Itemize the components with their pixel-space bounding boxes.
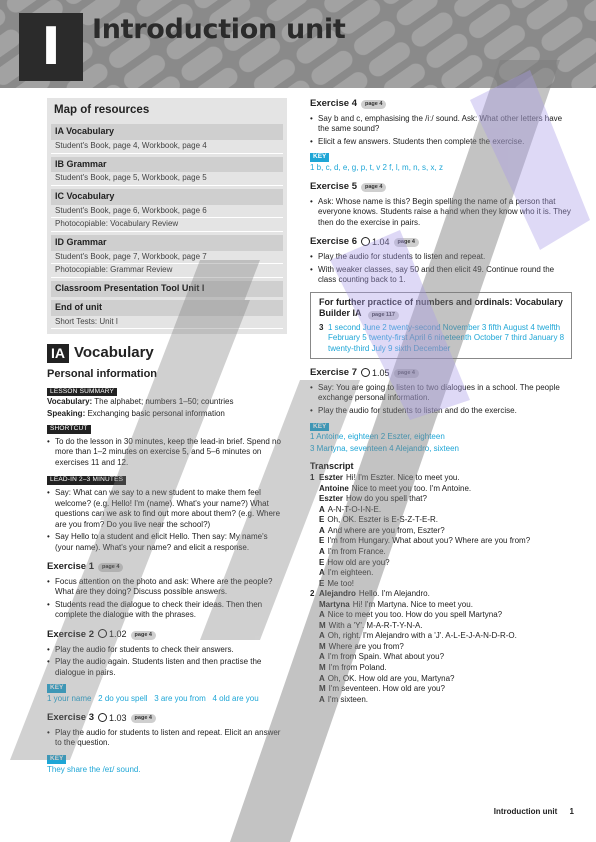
exercise-title: Exercise 5 <box>310 181 358 193</box>
key-label: KEY <box>47 755 66 764</box>
spoken-line: Me too! <box>327 578 355 588</box>
spoken-line: I'm from France. <box>327 546 386 556</box>
speaking-label: Speaking: <box>47 408 86 418</box>
audio-track <box>361 237 390 249</box>
key-label: KEY <box>310 423 329 432</box>
dialogue-number <box>310 674 319 685</box>
dialogue-number <box>310 505 319 516</box>
map-group-head: IB Grammar <box>51 157 283 173</box>
transcript-line <box>310 642 572 653</box>
speaker-name: M <box>319 684 326 694</box>
map-group <box>51 189 283 232</box>
page-reference: page 4 <box>98 563 123 572</box>
dialogue-number <box>310 515 319 526</box>
speaking-summary <box>47 409 287 420</box>
dialogue-number <box>310 610 319 621</box>
transcript-line <box>310 589 572 600</box>
spoken-line: With a 'Y'. M-A-R-T-Y-N-A. <box>328 620 423 630</box>
speaker-name: Martyna <box>319 599 350 609</box>
page-reference: page 117 <box>368 311 399 320</box>
spoken-line: Nice to meet you too. I'm Antoine. <box>351 483 472 493</box>
speaker-name: M <box>319 620 326 630</box>
map-group-head: IC Vocabulary <box>51 189 283 205</box>
page-reference: page 4 <box>361 100 386 109</box>
transcript-line <box>310 610 572 621</box>
spoken-line: How do you spell that? <box>346 494 427 504</box>
dialogue-number <box>310 484 319 495</box>
lesson-summary-label: LESSON SUMMARY <box>47 388 117 397</box>
transcript-text <box>319 515 572 526</box>
speaker-name: A <box>319 610 325 620</box>
dialogue-number <box>310 579 319 590</box>
spoken-line: Nice to meet you too. How do you spell Martyna? <box>327 610 503 620</box>
transcript-text <box>319 631 572 642</box>
key-answer: 2 do you spell <box>98 693 148 703</box>
dialogue-number <box>310 536 319 547</box>
transcript-line <box>310 621 572 632</box>
page-reference: page 4 <box>394 238 419 247</box>
dialogue-number <box>310 568 319 579</box>
practice-answers: 1 second June 2 twenty-second November 3 fifth August 4 twelfth February 5 twenty-first April 6 nineteenth October 7 third January 8 twenty-third July 9 sixth December <box>328 322 565 353</box>
leadin-item: • Say: What can we say to a new student to make them feel welcome? (e.g. Hello! I'm (name). What's your name?) What questions can we ask to find out more about them? (e.g. Where are you from? Do you live near the school?) <box>47 488 287 530</box>
section-heading <box>47 343 287 363</box>
transcript-dialogue <box>310 473 572 589</box>
header-banner <box>0 0 596 88</box>
transcript-line <box>310 473 572 484</box>
transcript-line <box>310 695 572 706</box>
dialogue-number <box>310 642 319 653</box>
exercise-heading <box>310 181 572 194</box>
transcript-text <box>319 473 572 484</box>
exercise-bullets <box>47 728 287 749</box>
audio-track-number: 1.05 <box>372 367 390 378</box>
dialogue-number <box>310 558 319 569</box>
page-title: Introduction unit <box>92 14 346 45</box>
dialogue-number <box>310 652 319 663</box>
transcript-text <box>319 600 572 611</box>
exercise-bullet: • Play the audio for students to listen and repeat. Elicit an answer to the question. <box>47 728 287 749</box>
speaker-name: A <box>319 694 325 704</box>
spoken-line: A-N-T-O-I-N-E. <box>327 504 382 514</box>
transcript-line <box>310 536 572 547</box>
transcript-line <box>310 674 572 685</box>
spoken-line: Oh, OK. Eszter is E-S-Z-T-E-R. <box>327 515 439 525</box>
footer-label: Introduction unit <box>493 807 558 817</box>
spoken-line: Oh, OK. How old are you, Martyna? <box>327 673 455 683</box>
transcript-line <box>310 547 572 558</box>
transcript-text <box>319 558 572 569</box>
section-subtitle: Personal information <box>47 368 158 381</box>
spoken-line: Hi! I'm Martyna. Nice to meet you. <box>352 599 473 609</box>
speaker-name: A <box>319 568 325 578</box>
speaker-name: M <box>319 662 326 672</box>
speaker-name: Antoine <box>319 483 349 493</box>
transcript-text <box>319 674 572 685</box>
map-group <box>51 300 283 329</box>
exercise-bullet: • Play the audio for students to listen and do the exercise. <box>310 406 572 417</box>
page-reference: page 4 <box>131 714 156 723</box>
spoken-line: Hello. I'm Alejandro. <box>358 589 430 599</box>
audio-cd-icon <box>361 237 370 246</box>
key-label: KEY <box>47 684 66 693</box>
transcript-text <box>319 526 572 537</box>
shortcut-label: SHORTCUT <box>47 425 91 434</box>
leadin-label: LEAD-IN 2–3 MINUTES <box>47 476 126 485</box>
map-group-line: Student's Book, page 5, Workbook, page 5 <box>51 172 283 186</box>
exercise-bullets <box>310 383 572 417</box>
speaker-name: E <box>319 515 325 525</box>
dialogue-number <box>310 494 319 505</box>
spoken-line: Oh, right. I'm Alejandro with a 'J'. A-L-E-J-A-N-D-R-O. <box>327 631 517 641</box>
exercise-heading <box>47 561 287 574</box>
transcript-line <box>310 505 572 516</box>
left-column <box>47 98 287 775</box>
speaker-name: A <box>319 631 325 641</box>
audio-track-number: 1.03 <box>109 712 127 723</box>
exercise-bullet: • Say b and c, emphasising the /iː/ sound. Ask: What other letters have the same sound? <box>310 114 572 135</box>
transcript-line <box>310 526 572 537</box>
exercise-bullet: • Say: You are going to listen to two dialogues in a school. The people exchange personal information. <box>310 383 572 404</box>
dialogue-number <box>310 631 319 642</box>
transcript-text <box>319 536 572 547</box>
transcript-line <box>310 579 572 590</box>
map-title: Map of resources <box>54 104 150 116</box>
exercise-bullets <box>47 645 287 679</box>
exercise-bullets <box>47 577 287 621</box>
transcript-line <box>310 684 572 695</box>
audio-track <box>361 368 390 380</box>
key-answers: 1 Antoine, eighteen 2 Eszter, eighteen <box>310 432 445 442</box>
audio-track-number: 1.04 <box>372 236 390 247</box>
map-group-head: End of unit <box>51 300 283 316</box>
speaker-name: E <box>319 557 325 567</box>
transcript-line <box>310 484 572 495</box>
map-group <box>51 235 283 278</box>
key-answer: 1 your name <box>47 693 92 703</box>
section-tag: IA <box>47 344 69 363</box>
exercise-bullet: • Play the audio for students to listen and repeat. <box>310 252 572 263</box>
audio-cd-icon <box>98 629 107 638</box>
exercise-title: Exercise 4 <box>310 98 358 109</box>
dialogue-number <box>310 695 319 706</box>
speaker-name: A <box>319 504 325 514</box>
exercise-title: Exercise 3 <box>47 712 95 724</box>
audio-cd-icon <box>361 368 370 377</box>
practice-answers-row <box>319 323 565 355</box>
spoken-line: I'm from Hungary. What about you? Where are you from? <box>327 536 531 546</box>
map-group-line: Student's Book, page 4, Workbook, page 4 <box>51 140 283 154</box>
speaker-name: A <box>319 546 325 556</box>
transcript-text <box>319 652 572 663</box>
spoken-line: I'm from Poland. <box>328 662 387 672</box>
exercise-heading <box>310 236 572 249</box>
exercise-heading <box>310 367 572 380</box>
spoken-line: I'm seventeen. How old are you? <box>328 684 445 694</box>
speaker-name: M <box>319 641 326 651</box>
key-answer: 3 are you from <box>154 693 206 703</box>
exercise-bullets <box>310 252 572 286</box>
speaking-text: Exchanging basic personal information <box>87 408 225 418</box>
transcript-text <box>319 589 572 600</box>
speaker-name: Alejandro <box>319 589 356 599</box>
dialogue-number: 1 <box>310 473 315 483</box>
map-group <box>51 124 283 153</box>
exercise-bullet: • With weaker classes, say 50 and then elicit 49. Continue round the class counting back to 1. <box>310 265 572 286</box>
map-of-resources <box>47 98 287 334</box>
map-group-head: ID Grammar <box>51 235 283 251</box>
speaker-name: E <box>319 578 325 588</box>
exercise-heading <box>47 629 287 642</box>
dialogue-number <box>310 621 319 632</box>
transcript-text <box>319 494 572 505</box>
spoken-line: And where are you from, Eszter? <box>327 525 445 535</box>
transcript-text <box>319 610 572 621</box>
transcript-line <box>310 494 572 505</box>
map-group-head: Classroom Presentation Tool Unit I <box>51 281 283 297</box>
dialogue-number <box>310 547 319 558</box>
map-group-head: IA Vocabulary <box>51 124 283 140</box>
audio-track <box>98 713 127 725</box>
transcript-text <box>319 663 572 674</box>
spoken-line: I'm from Spain. What about you? <box>327 652 445 662</box>
spoken-line: Where are you from? <box>328 641 404 651</box>
dialogue-number: 2 <box>310 589 315 599</box>
exercise-bullet: • Elicit a few answers. Students then complete the exercise. <box>310 137 572 148</box>
vocab-summary <box>47 397 287 408</box>
map-group-line: Student's Book, page 6, Workbook, page 6 <box>51 205 283 219</box>
dialogue-number <box>310 663 319 674</box>
exercise-bullet: • Play the audio for students to check their answers. <box>47 645 287 656</box>
transcript-text <box>319 621 572 632</box>
speaker-name: Eszter <box>319 494 344 504</box>
speaker-name: E <box>319 536 325 546</box>
key-answers: 1 b, c, d, e, g, p, t, v 2 f, l, m, n, s, x, z <box>310 162 443 172</box>
transcript-line <box>310 568 572 579</box>
exercise-heading <box>47 712 287 725</box>
exercise-bullet: • Students read the dialogue to check their ideas. Then then complete the dialogue with the phrases. <box>47 600 287 621</box>
key-answer: 4 old are you <box>212 693 259 703</box>
transcript-line <box>310 652 572 663</box>
audio-track <box>98 629 127 641</box>
key-answers <box>47 694 287 705</box>
transcript-text <box>319 505 572 516</box>
exercise-title: Exercise 7 <box>310 367 358 379</box>
transcript-line <box>310 663 572 674</box>
transcript-line <box>310 631 572 642</box>
exercise-heading <box>310 98 572 111</box>
transcript-text <box>319 684 572 695</box>
transcript-text <box>319 484 572 495</box>
speaker-name: A <box>319 673 325 683</box>
transcript-text <box>319 579 572 590</box>
dialogue-number <box>310 526 319 537</box>
vocab-text: The alphabet; numbers 1–50; countries <box>94 397 234 407</box>
speaker-name: A <box>319 652 325 662</box>
map-group <box>51 281 283 297</box>
page-number: 1 <box>569 807 574 817</box>
speaker-name: Eszter <box>319 473 344 483</box>
shortcut-list <box>47 437 287 469</box>
further-practice-box <box>310 292 572 360</box>
speaker-name: A <box>319 525 325 535</box>
page-reference: page 4 <box>131 631 156 640</box>
map-group-line: Photocopiable: Vocabulary Review <box>51 218 283 232</box>
transcript-text <box>319 642 572 653</box>
shortcut-item: • To do the lesson in 30 minutes, keep the lead-in brief. Spend no more than 1–2 minutes on exercise 5, and 5–6 minutes on exercises 11 and 12. <box>47 437 287 469</box>
map-group-line: Short Tests: Unit I <box>51 316 283 330</box>
unit-letter-box: I <box>19 13 83 81</box>
map-group <box>51 157 283 186</box>
map-group-line: Student's Book, page 7, Workbook, page 7 <box>51 251 283 265</box>
transcript-dialogue <box>310 589 572 705</box>
exercise-bullet: • Ask: Whose name is this? Begin spelling the name of a person that everyone knows. Students raise a hand when they know who it is. They then do the exercise in pairs. <box>310 197 572 229</box>
right-column <box>310 98 572 705</box>
practice-title <box>319 297 565 320</box>
leadin-list <box>47 488 287 553</box>
key-answers: They share the /eɪ/ sound. <box>47 764 141 774</box>
transcript-text <box>319 547 572 558</box>
transcript-line <box>310 515 572 526</box>
transcript-line <box>310 558 572 569</box>
exercise-bullet: • Focus attention on the photo and ask: Where are the people? What are they doing? Discuss possible answers. <box>47 577 287 598</box>
dialogue-number <box>310 684 319 695</box>
map-group-line: Photocopiable: Grammar Review <box>51 264 283 278</box>
exercise-title: Exercise 2 <box>47 629 95 641</box>
transcript-title: Transcript <box>310 461 354 472</box>
spoken-line: I'm eighteen. <box>327 568 374 578</box>
dialogue-number <box>310 600 319 611</box>
page-footer <box>494 807 574 818</box>
exercise-bullets <box>310 197 572 229</box>
key-answers: 3 Martyna, seventeen 4 Alejandro, sixteen <box>310 443 459 453</box>
spoken-line: How old are you? <box>327 557 390 567</box>
section-title: Vocabulary <box>74 344 154 362</box>
audio-track-number: 1.02 <box>109 629 127 640</box>
practice-title-text: For further practice of numbers and ordinals: Vocabulary Builder IA <box>319 296 563 318</box>
key-label: KEY <box>310 153 329 162</box>
exercise-title: Exercise 1 <box>47 561 95 573</box>
spoken-line: Hi! I'm Eszter. Nice to meet you. <box>346 473 460 483</box>
exercise-bullet: • Play the audio again. Students listen and then practise the dialogue in pairs. <box>47 657 287 678</box>
page-reference: page 4 <box>394 369 419 378</box>
transcript-text <box>319 568 572 579</box>
practice-number: 3 <box>319 322 324 332</box>
page-reference: page 4 <box>361 183 386 192</box>
transcript-line <box>310 600 572 611</box>
spoken-line: I'm sixteen. <box>327 694 368 704</box>
vocab-label: Vocabulary: <box>47 397 93 407</box>
audio-cd-icon <box>98 713 107 722</box>
transcript-text <box>319 695 572 706</box>
leadin-item: • Say Hello to a student and elicit Hello. Then say: My name's (your name). What's your name? and elicit a response. <box>47 532 287 553</box>
exercise-title: Exercise 6 <box>310 236 358 248</box>
exercise-bullets <box>310 114 572 148</box>
